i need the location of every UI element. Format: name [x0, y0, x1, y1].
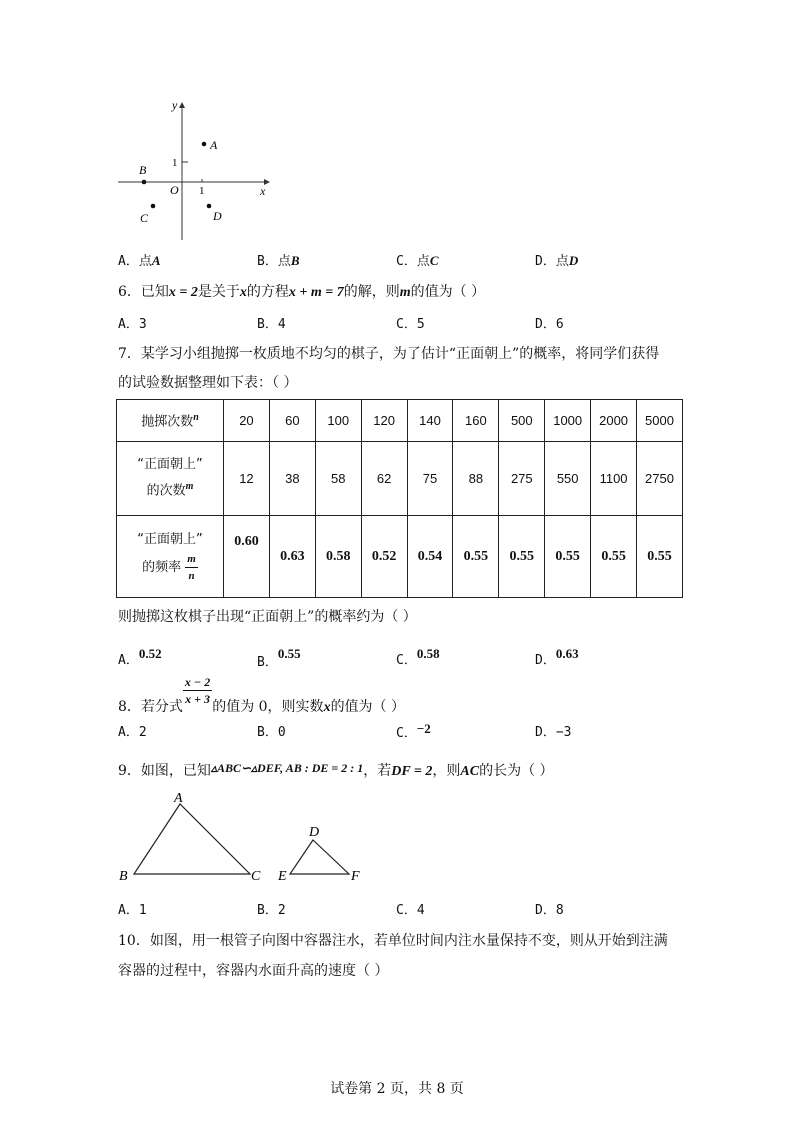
q5-option-b[interactable] [257, 250, 300, 269]
q7-line2: 的试验数据整理如下表：（ ） [118, 375, 298, 391]
table-row-freq [117, 516, 683, 598]
axis-y-label: y [172, 98, 178, 112]
point-b [142, 180, 147, 185]
n-cell: 140 [407, 400, 453, 442]
q5-option-c-var: C [429, 253, 439, 268]
q8-option-d[interactable]: D．−3 [535, 725, 572, 740]
q7-line1: 7．某学习小组抛掷一枚质地不均匀的棋子，为了估计“正面朝上”的概率，将同学们获得 [118, 346, 660, 362]
row-m-label: “正面朝上” 的次数$^m$ [117, 442, 224, 516]
q9-question: 9．如图，已知▵ABC∽▵DEF, AB : DE = 2 : 1，若DF = 2，则AC的长为（ ） [118, 761, 554, 779]
point-a-label: A [210, 138, 218, 152]
point-a [202, 142, 207, 147]
q7-option-a[interactable]: A．0.52 [118, 646, 162, 668]
point-b-label: B [139, 163, 147, 177]
q10-line2: 容器的过程中，容器内水面升高的速度（ ） [118, 963, 389, 979]
q5-option-d-text: D．点 [535, 254, 569, 269]
n-cell: 1000 [545, 400, 591, 442]
q5-option-a-text: A．点 [118, 254, 152, 269]
freq-cell: 0.55 [453, 516, 499, 598]
m-cell: 2750 [637, 442, 683, 516]
coordinate-figure [112, 96, 282, 246]
n-cell: 500 [499, 400, 545, 442]
q7-option-c[interactable]: C．0.58 [396, 646, 440, 668]
tick-x-label: 1 [199, 185, 205, 197]
table-row-m [117, 442, 683, 516]
point-c-label: C [140, 211, 149, 225]
q5-option-b-var: B [290, 253, 300, 268]
row-n-label: 抛掷次数$^n$ [117, 400, 224, 442]
q5-option-c-text: C．点 [396, 254, 430, 269]
freq-cell: 0.55 [591, 516, 637, 598]
n-cell: 5000 [637, 400, 683, 442]
m-cell: 275 [499, 442, 545, 516]
freq-cell: 0.58 [315, 516, 361, 598]
freq-cell: 0.55 [637, 516, 683, 598]
label-b: B [119, 869, 128, 884]
freq-cell: 0.52 [361, 516, 407, 598]
q5-option-a[interactable] [118, 250, 161, 269]
label-f: F [351, 869, 360, 884]
m-cell: 550 [545, 442, 591, 516]
origin-label: O [170, 183, 179, 197]
n-cell: 120 [361, 400, 407, 442]
similar-triangles-figure [116, 786, 376, 886]
page-footer: 试卷第 2 页，共 8 页 [330, 1081, 464, 1097]
q7-option-b[interactable]: B．0.55 [257, 646, 301, 670]
q6-option-d[interactable]: D．6 [535, 317, 564, 332]
m-cell: 88 [453, 442, 499, 516]
y-axis-arrow [179, 102, 185, 108]
freq-cell: 0.54 [407, 516, 453, 598]
q6-option-a[interactable]: A．3 [118, 317, 147, 332]
q7-table [116, 399, 683, 598]
table-row-n [117, 400, 683, 442]
m-cell: 75 [407, 442, 453, 516]
q9-option-d[interactable]: D．8 [535, 903, 564, 918]
point-c [151, 204, 156, 209]
m-cell: 1100 [591, 442, 637, 516]
tick-y-label: 1 [172, 157, 178, 169]
label-a: A [174, 791, 183, 806]
q9-option-b[interactable]: B．2 [257, 903, 286, 918]
point-d-label: D [213, 209, 222, 223]
q8-option-b[interactable]: B．0 [257, 725, 286, 740]
q6-option-b[interactable]: B．4 [257, 317, 286, 332]
q9-option-a[interactable]: A．1 [118, 903, 147, 918]
label-c: C [251, 869, 261, 884]
n-cell: 160 [453, 400, 499, 442]
q7-option-d[interactable]: D．0.63 [535, 646, 579, 668]
label-e: E [278, 869, 287, 884]
q7-question: 则抛掷这枚棋子出现“正面朝上”的概率约为（ ） [118, 609, 417, 625]
q5-option-b-text: B．点 [257, 254, 291, 269]
point-d [207, 204, 212, 209]
n-cell: 2000 [591, 400, 637, 442]
m-cell: 38 [269, 442, 315, 516]
q10-line1: 10．如图，用一根管子向图中容器注水，若单位时间内注水量保持不变，则从开始到注满 [118, 933, 668, 949]
q5-option-c[interactable] [396, 250, 439, 269]
axis-x-label: x [260, 184, 266, 198]
q5-option-d-var: D [568, 253, 579, 268]
n-cell: 60 [269, 400, 315, 442]
triangle-def [290, 840, 349, 874]
q9-option-c[interactable]: C．4 [396, 903, 425, 918]
freq-cell: 0.63 [269, 516, 315, 598]
q8-option-c[interactable]: C．−2 [396, 721, 431, 741]
m-cell: 58 [315, 442, 361, 516]
q6-option-c[interactable]: C．5 [396, 317, 425, 332]
q5-option-d[interactable] [535, 250, 578, 269]
q8-question: 8．若分式 $\frac{x - 2}{x + 3}$ 的值为 0，则实数x的值为（ ） [118, 675, 406, 715]
q5-option-a-var: A [151, 253, 161, 268]
freq-cell: 0.60 [224, 516, 270, 598]
triangle-abc [134, 804, 250, 874]
q8-option-a[interactable]: A．2 [118, 725, 147, 740]
n-cell: 20 [224, 400, 270, 442]
n-cell: 100 [315, 400, 361, 442]
label-d: D [309, 825, 320, 840]
row-freq-label: “正面朝上” 的频率 $\frac{m}{n}$ [117, 516, 224, 598]
q6-question: 6．已知x = 2是关于x的方程x + m = 7的解，则m的值为（ ） [118, 284, 486, 300]
freq-cell: 0.55 [545, 516, 591, 598]
m-cell: 62 [361, 442, 407, 516]
m-cell: 12 [224, 442, 270, 516]
freq-cell: 0.55 [499, 516, 545, 598]
